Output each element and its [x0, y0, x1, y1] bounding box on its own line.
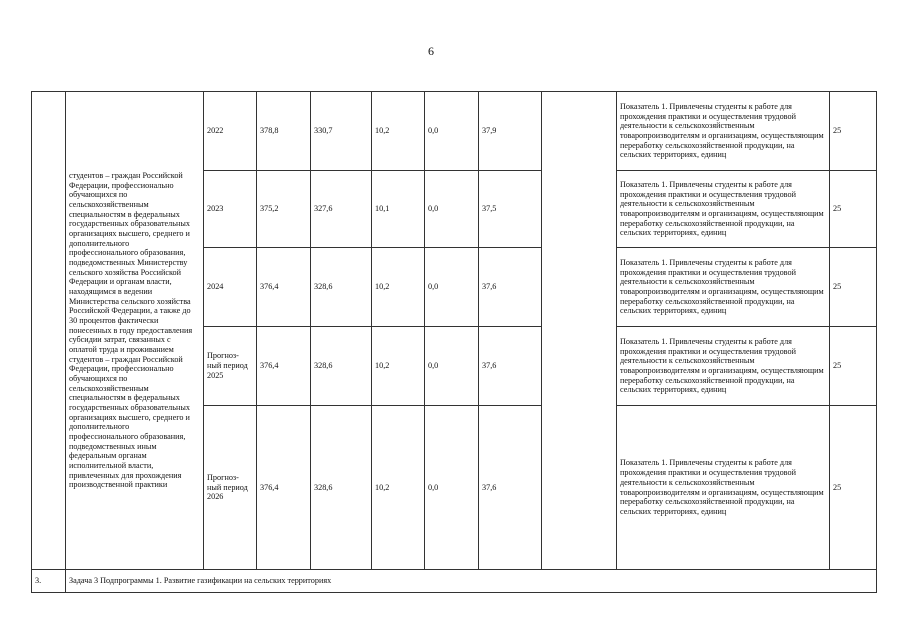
- total-value: 378,8: [257, 92, 311, 171]
- federal-budget-value: 328,6: [311, 327, 372, 406]
- local-budget-value: 0,0: [425, 171, 479, 248]
- task-row: [32, 570, 877, 593]
- federal-budget-value: 328,6: [311, 248, 372, 327]
- row-number-cell: [32, 92, 66, 570]
- year-cell: 2024: [204, 248, 257, 327]
- regional-budget-value: 10,2: [372, 406, 425, 570]
- extrabudgetary-value: 37,6: [479, 248, 542, 327]
- extrabudgetary-value: 37,6: [479, 406, 542, 570]
- indicator-weight: 25: [830, 248, 877, 327]
- indicator-weight: 25: [830, 171, 877, 248]
- total-value: 376,4: [257, 406, 311, 570]
- local-budget-value: 0,0: [425, 92, 479, 171]
- indicator-text: Показатель 1. Привлечены студенты к работе для прохождения практики и осуществления трудовой деятельности к сельскохозяйственным товаропроизводителям и организациям, осуществляющим переработку сельскохозяйственной продукции, на сельских территориях, единиц: [617, 171, 830, 248]
- indicator-weight: 25: [830, 92, 877, 171]
- federal-budget-value: 327,6: [311, 171, 372, 248]
- extrabudgetary-value: 37,5: [479, 171, 542, 248]
- indicator-text: Показатель 1. Привлечены студенты к работе для прохождения практики и осуществления трудовой деятельности к сельскохозяйственным товаропроизводителям и организациям, осуществляющим переработку сельскохозяйственной продукции, на сельских территориях, единиц: [617, 92, 830, 171]
- year-cell: 2023: [204, 171, 257, 248]
- indicator-text: Показатель 1. Привлечены студенты к работе для прохождения практики и осуществления трудовой деятельности к сельскохозяйственным товаропроизводителям и организациям, осуществляющим переработку сельскохозяйственной продукции, на сельских территориях, единиц: [617, 248, 830, 327]
- total-value: 376,4: [257, 327, 311, 406]
- total-value: 376,4: [257, 248, 311, 327]
- regional-budget-value: 10,1: [372, 171, 425, 248]
- year-cell: Прогноз-ный период 2025: [204, 327, 257, 406]
- task-number: 3.: [32, 570, 66, 593]
- page-number: 6: [428, 44, 434, 58]
- extrabudgetary-value: 37,6: [479, 327, 542, 406]
- federal-budget-value: 330,7: [311, 92, 372, 171]
- local-budget-value: 0,0: [425, 406, 479, 570]
- subprogram-table: [31, 91, 877, 593]
- regional-budget-value: 10,2: [372, 248, 425, 327]
- indicator-weight: 25: [830, 327, 877, 406]
- year-cell: Прогноз-ный период 2026: [204, 406, 257, 570]
- empty-cell: [542, 92, 617, 570]
- indicator-text: Показатель 1. Привлечены студенты к работе для прохождения практики и осуществления трудовой деятельности к сельскохозяйственным товаропроизводителям и организациям, осуществляющим переработку сельскохозяйственной продукции, на сельских территориях, единиц: [617, 406, 830, 570]
- extrabudgetary-value: 37,9: [479, 92, 542, 171]
- federal-budget-value: 328,6: [311, 406, 372, 570]
- table-row: [32, 92, 877, 171]
- year-cell: 2022: [204, 92, 257, 171]
- total-value: 375,2: [257, 171, 311, 248]
- local-budget-value: 0,0: [425, 327, 479, 406]
- indicator-weight: 25: [830, 406, 877, 570]
- regional-budget-value: 10,2: [372, 92, 425, 171]
- regional-budget-value: 10,2: [372, 327, 425, 406]
- task-title: Задача 3 Подпрограммы 1. Развитие газификации на сельских территориях: [66, 570, 877, 593]
- event-description: студентов – граждан Российской Федерации, профессионально обучающихся по сельскохозяйственным специальностям в федеральных государственных образовательных организациях высшего, среднего и дополнительного профессионального образования, подведомственных Министерству сельского хозяйства Российской Федерации и органам власти, находящимся в ведении Министерства сельского хозяйства Российской Федерации, а также до 30 процентов фактически понесенных в году предоставления субсидии затрат, связанных с оплатой труда и проживанием студентов – граждан Российской Федерации, профессионально обучающихся по сельскохозяйственным специальностям в федеральных государственных образовательных организациях высшего, среднего и дополнительного профессионального образования, подведомственных иным федеральным органам исполнительной власти, привлеченных для прохождения производственной практики: [66, 92, 204, 570]
- local-budget-value: 0,0: [425, 248, 479, 327]
- indicator-text: Показатель 1. Привлечены студенты к работе для прохождения практики и осуществления трудовой деятельности к сельскохозяйственным товаропроизводителям и организациям, осуществляющим переработку сельскохозяйственной продукции, на сельских территориях, единиц: [617, 327, 830, 406]
